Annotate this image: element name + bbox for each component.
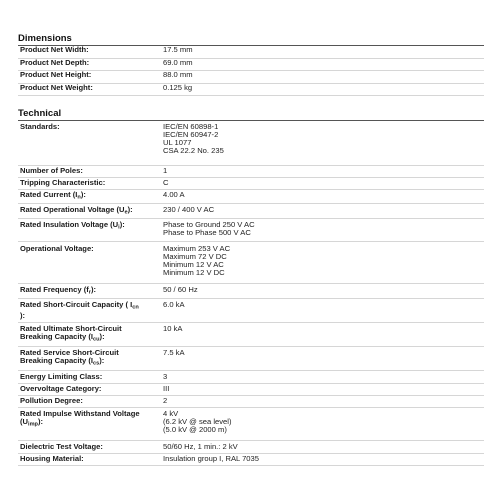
row-value — [161, 408, 484, 441]
label-text: Breaking Capacity (I — [20, 356, 94, 365]
label-text: Rated Short-Circuit Capacity ( I — [20, 300, 133, 309]
table-row — [18, 299, 484, 323]
standard-line: IEC/EN 60898-1 — [163, 122, 219, 131]
row-value: 0.125 kg — [163, 82, 193, 92]
row-label: Housing Material: — [20, 454, 84, 463]
table-row — [18, 121, 484, 166]
label-text: ): — [99, 332, 105, 341]
technical-section — [18, 108, 484, 466]
label-text: ): — [20, 310, 26, 320]
row-value — [161, 121, 484, 166]
label-subscript: cu — [93, 336, 100, 343]
row-label — [18, 219, 161, 242]
table-row — [18, 384, 484, 396]
row-value: 69.0 mm — [163, 57, 193, 67]
row-value: C — [163, 178, 169, 187]
label-text: ): — [37, 417, 44, 426]
row-label — [18, 299, 161, 323]
row-value: 3 — [163, 372, 168, 381]
table-row — [18, 347, 484, 371]
value-line: Maximum 72 V DC — [163, 252, 227, 262]
standard-line: CSA 22.2 No. 235 — [163, 146, 224, 156]
label-text: Rated Insulation Voltage (U — [20, 220, 119, 229]
row-value: 88.0 mm — [163, 70, 193, 79]
row-label: Number of Poles: — [20, 166, 83, 175]
label-text: Rated Frequency (f — [20, 285, 89, 294]
table-row — [18, 190, 484, 204]
standard-line: UL 1077 — [163, 138, 192, 148]
row-value: 2 — [163, 396, 168, 405]
table-row — [18, 284, 484, 299]
label-text: Breaking Capacity (I — [20, 332, 94, 341]
row-value: 10 kA — [163, 324, 183, 333]
row-label — [18, 284, 161, 299]
value-line: Phase to Phase 500 V AC — [163, 228, 251, 238]
label-text: ): — [90, 285, 97, 294]
dimensions-title: Dimensions — [18, 33, 484, 46]
row-label: Overvoltage Category: — [20, 384, 102, 393]
row-value: 6.0 kA — [163, 300, 185, 309]
row-label: Product Net Height: — [20, 70, 92, 79]
row-value: 50/60 Hz, 1 min.: 2 kV — [163, 442, 238, 451]
label-text: ): — [119, 220, 125, 229]
standard-line: IEC/EN 60947-2 — [163, 130, 219, 140]
label-subscript: cn — [132, 304, 139, 311]
row-label — [18, 323, 161, 347]
label-subscript: n — [77, 194, 81, 201]
table-row — [18, 166, 484, 178]
row-value: III — [163, 384, 170, 393]
row-label — [18, 190, 161, 204]
label-text: ): — [99, 356, 105, 365]
row-value: 17.5 mm — [163, 45, 193, 54]
label-text: Rated Service Short-Circuit — [20, 348, 119, 357]
table-row — [18, 441, 484, 454]
row-label — [18, 204, 161, 219]
label-text: (U — [20, 417, 29, 426]
label-text: Rated Impulse Withstand Voltage — [20, 409, 140, 418]
value-line: Minimum 12 V DC — [163, 268, 225, 278]
label-text: Rated Current (I — [20, 190, 78, 199]
row-label: Tripping Characteristic: — [20, 178, 106, 187]
table-row — [18, 396, 484, 408]
row-label: Pollution Degree: — [20, 396, 83, 405]
row-value: 50 / 60 Hz — [163, 285, 198, 294]
label-subscript: cs — [93, 360, 100, 367]
row-label: Product Net Weight: — [20, 82, 93, 92]
value-line: 4 kV — [163, 409, 179, 418]
technical-table — [18, 121, 484, 466]
table-row — [18, 46, 484, 58]
row-value — [161, 219, 484, 242]
table-row — [18, 242, 484, 284]
row-value: Insulation group I, RAL 7035 — [163, 454, 259, 463]
label-text: ): — [127, 205, 133, 214]
table-row — [18, 371, 484, 384]
row-label: Dielectric Test Voltage: — [20, 442, 103, 451]
table-row — [18, 408, 484, 441]
value-line: (6.2 kV @ sea level) — [163, 417, 232, 427]
dimensions-table — [18, 46, 484, 96]
value-line: (5.0 kV @ 2000 m) — [163, 425, 227, 435]
row-value: 230 / 400 V AC — [163, 205, 215, 214]
value-line: Maximum 253 V AC — [163, 244, 231, 253]
label-text: ): — [80, 190, 86, 199]
row-value — [161, 242, 484, 284]
table-row — [18, 178, 484, 190]
value-line: Phase to Ground 250 V AC — [163, 220, 255, 229]
row-value: 7.5 kA — [163, 348, 185, 357]
table-row — [18, 58, 484, 71]
label-subscript: imp — [28, 421, 38, 428]
label-text: Rated Operational Voltage (U — [20, 205, 125, 214]
table-row — [18, 219, 484, 242]
label-text: Rated Ultimate Short-Circuit — [20, 324, 122, 333]
row-label: Energy Limiting Class: — [20, 372, 103, 381]
row-label: Product Net Depth: — [20, 57, 90, 67]
table-row — [18, 454, 484, 466]
row-label — [18, 347, 161, 371]
row-label: Operational Voltage: — [20, 244, 94, 253]
value-line: Minimum 12 V AC — [163, 260, 224, 270]
label-subscript: e — [124, 209, 128, 216]
label-subscript: r — [88, 289, 91, 296]
table-row — [18, 204, 484, 219]
row-value: 1 — [163, 166, 168, 175]
table-row — [18, 323, 484, 347]
label-subscript: i — [118, 224, 120, 231]
row-label — [18, 408, 161, 441]
table-row — [18, 71, 484, 84]
table-row — [18, 83, 484, 96]
row-value: 4.00 A — [163, 190, 185, 199]
technical-title: Technical — [18, 108, 484, 121]
row-label: Standards: — [20, 122, 60, 131]
dimensions-section — [18, 33, 484, 96]
row-label: Product Net Width: — [20, 45, 89, 54]
